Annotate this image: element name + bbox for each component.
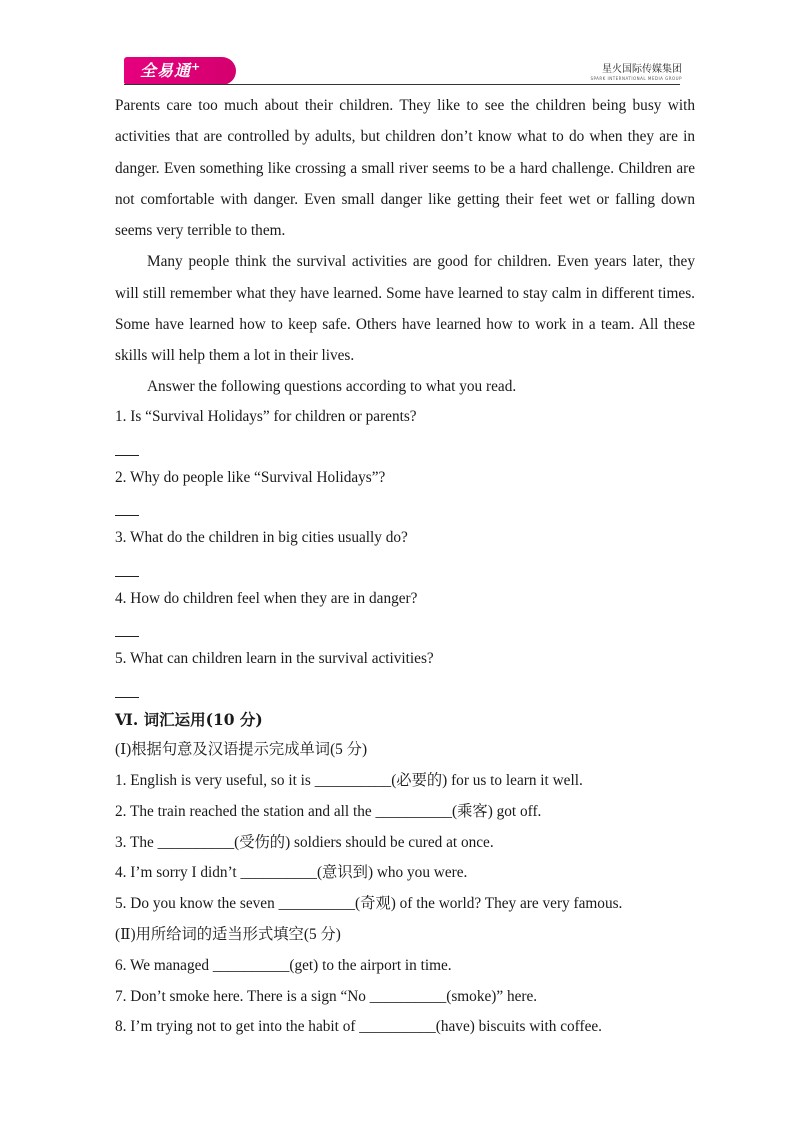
page-content [115, 90, 695, 1043]
part-1-title: (Ⅰ)根据句意及汉语提示完成单词(5 分) [115, 741, 368, 759]
passage-paragraph-1: Parents care too much about their children. They like to see the children being busy with activities that are controlled by adults, but children don’t know what to do when they are in danger. Even something like crossing a small river seems to be a hard challenge. Children are not comfortable with danger. Even small danger like getting their feet wet or falling down seems very terrible to them. [115, 97, 695, 240]
answer-line-1 [115, 432, 695, 462]
vocab-item-3: 3. The __________(受伤的) soldiers should be cured at once. [115, 833, 494, 851]
answer-line-4 [115, 614, 695, 644]
vocab-item-6: 6. We managed __________(get) to the airport in time. [115, 956, 452, 974]
vocab-item-7: 7. Don’t smoke here. There is a sign “No __________(smoke)” here. [115, 987, 538, 1005]
vocab-item-8: 8. I’m trying not to get into the habit of __________(have) biscuits with coffee. [115, 1018, 602, 1036]
passage-paragraph-2: Many people think the survival activities are good for children. Even years later, they will still remember what they have learned. Some have learned to stay calm in different times. Some have learned how to keep safe. Others have learned how to work in a team. All these skills will help them a lot in their lives. [115, 253, 695, 365]
question-1: 1. Is “Survival Holidays” for children or parents? [115, 407, 417, 425]
question-3: 3. What do the children in big cities usually do? [115, 529, 408, 547]
reading-instruction: Answer the following questions according to what you read. [147, 377, 517, 395]
question-2: 2. Why do people like “Survival Holidays”? [115, 468, 386, 486]
vocab-item-2: 2. The train reached the station and all the __________(乘客) got off. [115, 802, 542, 820]
publisher-name-en: SPARK INTERNATIONAL MEDIA GROUP [590, 76, 682, 81]
publisher-name: 星火国际传媒集团 [602, 64, 682, 75]
section-6-title: Ⅵ. 词汇运用(10 分) [115, 709, 263, 729]
vocab-item-1: 1. English is very useful, so it is __________(必要的) for us to learn it well. [115, 772, 583, 790]
part-2-title: (Ⅱ)用所给词的适当形式填空(5 分) [115, 926, 341, 944]
publisher-mark [590, 60, 682, 81]
answer-line-2 [115, 493, 695, 523]
logo-text: 全易通 [140, 61, 192, 80]
question-4: 4. How do children feel when they are in danger? [115, 589, 418, 607]
logo-plus: + [191, 60, 202, 73]
header-divider [124, 84, 680, 85]
vocab-item-4: 4. I’m sorry I didn’t __________(意识到) who you were. [115, 864, 468, 882]
vocab-item-5: 5. Do you know the seven __________(奇观) of the world? They are very famous. [115, 895, 623, 913]
question-5: 5. What can children learn in the survival activities? [115, 650, 434, 668]
answer-line-5 [115, 675, 695, 705]
answer-line-3 [115, 553, 695, 583]
brand-logo [124, 57, 236, 85]
